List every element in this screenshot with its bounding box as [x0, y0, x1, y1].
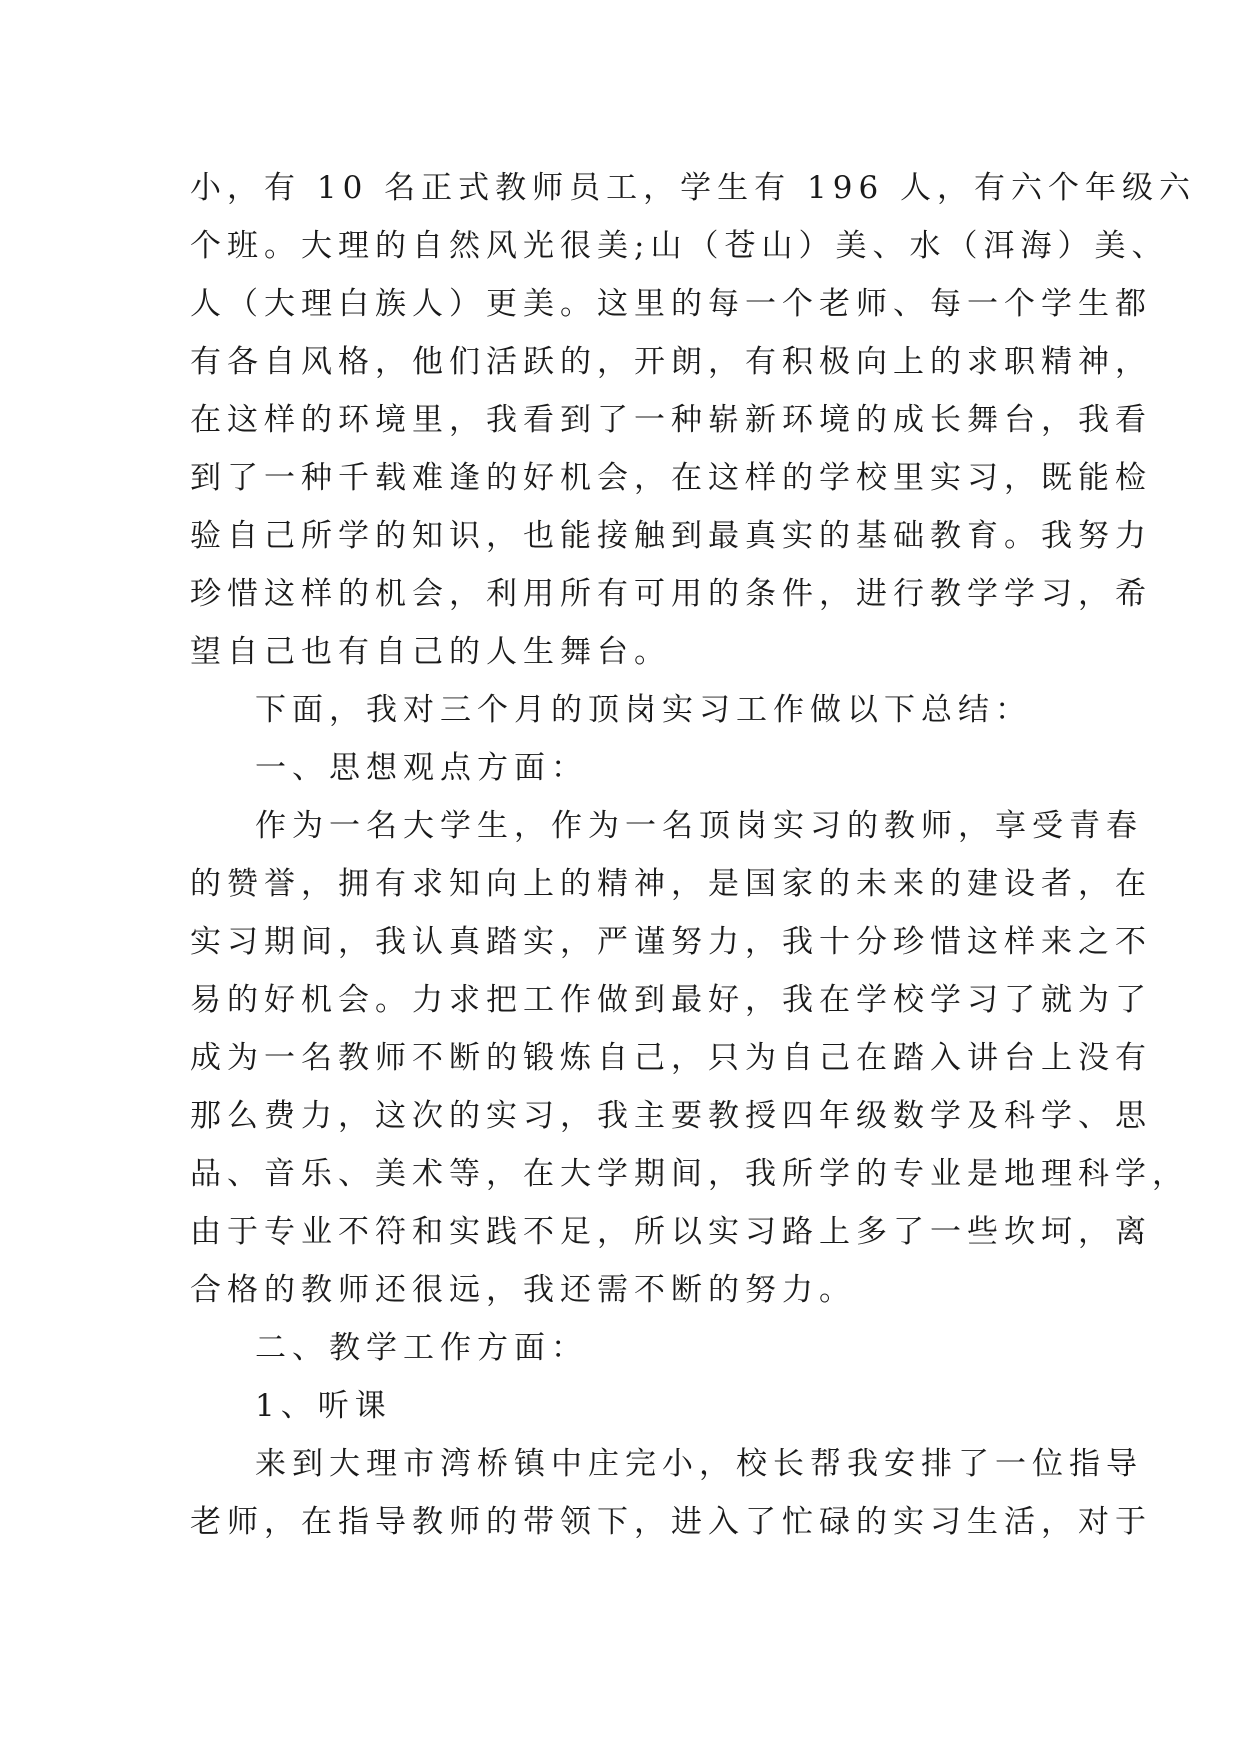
text-line: 望自己也有自己的人生舞台。 [190, 634, 671, 670]
text-line: 有各自风格，他们活跃的，开朗，有积极向上的求职精神， [190, 344, 1152, 380]
text-line: 合格的教师还很远，我还需不断的努力。 [190, 1272, 856, 1308]
text-line: 那么费力，这次的实习，我主要教授四年级数学及科学、思 [190, 1098, 1152, 1134]
text-line: 珍惜这样的机会，利用所有可用的条件，进行教学学习，希 [190, 576, 1152, 612]
text-line: 作为一名大学生，作为一名顶岗实习的教师，享受青春 [255, 808, 1143, 844]
text-line: 由于专业不符和实践不足，所以实习路上多了一些坎坷，离 [190, 1214, 1152, 1250]
text-line: 老师，在指导教师的带领下，进入了忙碌的实习生活，对于 [190, 1504, 1152, 1540]
text-line: 实习期间，我认真踏实，严谨努力，我十分珍惜这样来之不 [190, 924, 1152, 960]
text-line: 个班。大理的自然风光很美;山（苍山）美、水（洱海）美、 [190, 228, 1169, 264]
text-line: 品、音乐、美术等，在大学期间，我所学的专业是地理科学， [190, 1156, 1189, 1192]
text-line: 小，有 10 名正式教师员工，学生有 196 人，有六个年级六 [190, 170, 1197, 206]
section-heading: 二、教学工作方面： [255, 1330, 588, 1366]
text-line: 验自己所学的知识，也能接触到最真实的基础教育。我努力 [190, 518, 1152, 554]
text-line: 易的好机会。力求把工作做到最好，我在学校学习了就为了 [190, 982, 1152, 1018]
text-line: 的赞誉，拥有求知向上的精神，是国家的未来的建设者，在 [190, 866, 1152, 902]
subsection-heading: 1、听课 [255, 1388, 392, 1424]
text-line: 成为一名教师不断的锻炼自己，只为自己在踏入讲台上没有 [190, 1040, 1152, 1076]
text-line: 到了一种千载难逢的好机会，在这样的学校里实习，既能检 [190, 460, 1152, 496]
section-heading: 一、思想观点方面： [255, 750, 588, 786]
text-line: 人（大理白族人）更美。这里的每一个老师、每一个学生都 [190, 286, 1152, 322]
text-line: 下面，我对三个月的顶岗实习工作做以下总结： [255, 692, 1032, 728]
text-line: 来到大理市湾桥镇中庄完小，校长帮我安排了一位指导 [255, 1446, 1143, 1482]
text-line: 在这样的环境里，我看到了一种崭新环境的成长舞台，我看 [190, 402, 1152, 438]
